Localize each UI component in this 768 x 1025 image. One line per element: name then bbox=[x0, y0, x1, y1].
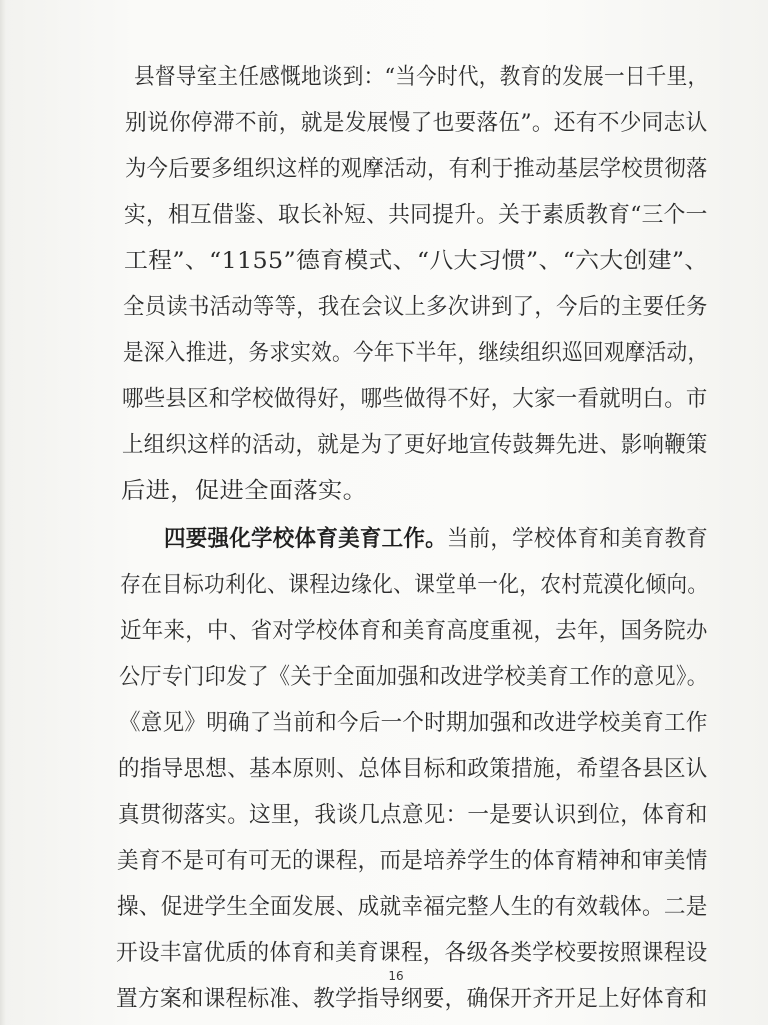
paragraph-first-line-text: 当前，学校体育和美育教育 bbox=[446, 526, 709, 552]
text-line: 哪些县区和学校做得好，哪些做得不好，大家一看就明白。市 bbox=[122, 386, 708, 412]
paragraph-first-line bbox=[164, 524, 708, 554]
text-line: 是深入推进，务求实效。今年下半年，继续组织巡回观摩活动， bbox=[123, 340, 709, 366]
text-line: 美育不是可有可无的课程，而是培养学生的体育精神和审美情 bbox=[117, 848, 708, 874]
text-line: 工程”、“1155”德育模式、“八大习惯”、“六大创建”、 bbox=[124, 248, 709, 274]
text-line: 上组织这样的活动，就是为了更好地宣传鼓舞先进、影响鞭策 bbox=[122, 432, 708, 458]
text-line: 全员读书活动等等，我在会议上多次讲到了，今后的主要任务 bbox=[123, 294, 708, 320]
text-line: 操、促进学生全面发展、成就幸福完整人生的有效载体。二是 bbox=[117, 894, 708, 920]
text-line: 开设丰富优质的体育和美育课程，各级各类学校要按照课程设 bbox=[116, 940, 708, 966]
text-line: 真贯彻落实。这里，我谈几点意见：一是要认识到位，体育和 bbox=[118, 802, 708, 828]
page-edge bbox=[0, 0, 6, 1025]
text-line: 为今后要多组织这样的观摩活动，有利于推动基层学校贯彻落 bbox=[125, 156, 708, 182]
text-line: 别说你停滞不前，就是发展慢了也要落伍”。还有不少同志认 bbox=[125, 110, 708, 136]
text-line: 置方案和课程标准、教学指导纲要，确保开齐开足上好体育和 bbox=[116, 986, 708, 1012]
text-line: 近年来，中、省对学校体育和美育高度重视，去年，国务院办 bbox=[120, 618, 708, 644]
page-number: 16 bbox=[388, 969, 404, 983]
text-line: 《意见》明确了当前和今后一个时期加强和改进学校美育工作 bbox=[119, 710, 708, 736]
section-heading: 四要强化学校体育美育工作。 bbox=[164, 526, 447, 552]
text-line: 公厅专门印发了《关于全面加强和改进学校美育工作的意见》。 bbox=[119, 664, 709, 690]
text-line: 县督导室主任感慨地谈到：“当今时代，教育的发展一日千里， bbox=[134, 64, 709, 90]
text-line: 的指导思想、基本原则、总体目标和政策措施，希望各县区认 bbox=[118, 756, 708, 782]
text-line: 后进，促进全面落实。 bbox=[121, 478, 368, 504]
text-line: 存在目标功利化、课程边缘化、课堂单一化，农村荒漠化倾向。 bbox=[120, 572, 709, 598]
text-line: 实，相互借鉴、取长补短、共同提升。关于素质教育“三个一 bbox=[124, 202, 708, 228]
